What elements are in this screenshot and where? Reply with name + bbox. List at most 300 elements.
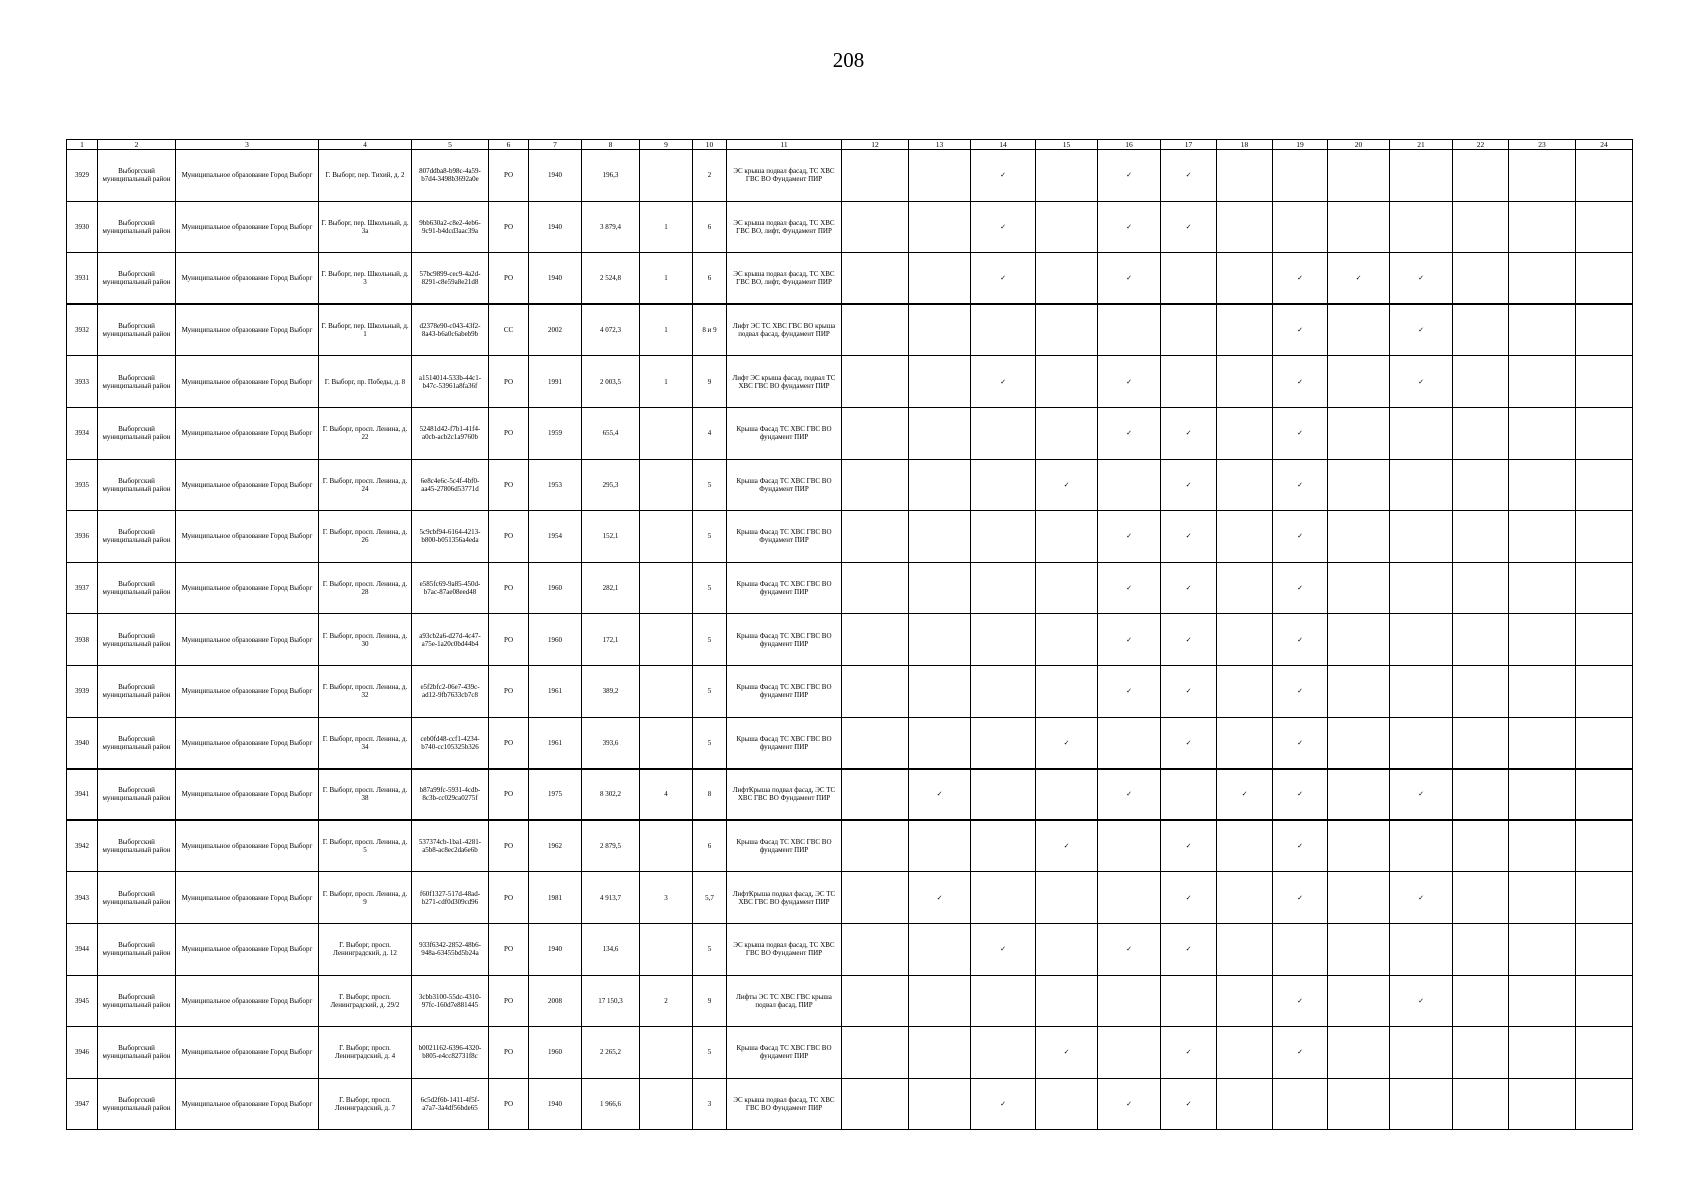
check-mark: ✓ xyxy=(1161,511,1217,563)
empty-check-cell xyxy=(1036,562,1098,614)
works-cell: ЭС крыша подвал фасад, ТС ХВС ГВС ВО Фундамент ПИР xyxy=(727,923,842,975)
empty-check-cell xyxy=(1036,975,1098,1027)
empty-check-cell xyxy=(1036,872,1098,924)
check-mark: ✓ xyxy=(1036,459,1098,511)
empty-check-cell xyxy=(971,407,1036,459)
empty-check-cell xyxy=(1217,201,1273,253)
empty-check-cell xyxy=(1161,769,1217,821)
check-mark: ✓ xyxy=(1273,407,1328,459)
year-cell: 1940 xyxy=(529,253,582,305)
col10-cell: 3 xyxy=(693,1078,727,1130)
empty-check-cell xyxy=(1328,975,1390,1027)
house-id-cell: e5f2bfc2-06e7-439c-ad12-9fb7633cb7c8 xyxy=(412,665,489,717)
check-mark: ✓ xyxy=(1161,820,1217,872)
check-mark: ✓ xyxy=(1098,253,1161,305)
row-number: 3932 xyxy=(67,304,98,356)
check-mark: ✓ xyxy=(1273,614,1328,666)
check-mark: ✓ xyxy=(1273,459,1328,511)
house-id-cell: a93cb2a6-d27d-4c47-a75e-1a20c0bd44b4 xyxy=(412,614,489,666)
address-cell: Г. Выборг, просп. Ленина, д. 22 xyxy=(319,407,412,459)
address-cell: Г. Выборг, просп. Ленина, д. 24 xyxy=(319,459,412,511)
type-cell: РО xyxy=(489,459,529,511)
empty-check-cell xyxy=(1576,665,1633,717)
table-row xyxy=(67,923,1633,975)
empty-check-cell xyxy=(909,150,971,202)
area-cell: 1 966,6 xyxy=(582,1078,640,1130)
empty-check-cell xyxy=(1328,407,1390,459)
empty-check-cell xyxy=(1576,253,1633,305)
row-number: 3935 xyxy=(67,459,98,511)
empty-check-cell xyxy=(1509,201,1576,253)
district-cell: Выборгский муниципальный район xyxy=(98,1078,176,1130)
check-mark: ✓ xyxy=(1161,1078,1217,1130)
empty-check-cell xyxy=(909,1078,971,1130)
page-number: 208 xyxy=(832,48,865,72)
empty-check-cell xyxy=(971,614,1036,666)
empty-check-cell xyxy=(909,407,971,459)
works-cell: ЭС крыша подвал фасад, ТС ХВС ГВС ВО, лифт, Фундамент ПИР xyxy=(727,201,842,253)
table-row xyxy=(67,562,1633,614)
check-mark: ✓ xyxy=(1161,614,1217,666)
empty-check-cell xyxy=(1509,253,1576,305)
area-cell: 4 913,7 xyxy=(582,872,640,924)
empty-check-cell xyxy=(1217,820,1273,872)
col10-cell: 9 xyxy=(693,975,727,1027)
empty-check-cell xyxy=(1328,201,1390,253)
col9-cell xyxy=(640,820,693,872)
check-mark: ✓ xyxy=(1273,1027,1328,1079)
works-cell: ЛифтКрыша подвал фасад, ЭС ТС ХВС ГВС ВО фундамент ПИР xyxy=(727,872,842,924)
municipality-cell: Муниципальное образование Город Выборг xyxy=(176,562,319,614)
check-mark: ✓ xyxy=(1273,253,1328,305)
works-cell: Крыша Фасад ТС ХВС ГВС ВО фундамент ПИР xyxy=(727,1027,842,1079)
empty-check-cell xyxy=(842,975,909,1027)
empty-check-cell xyxy=(971,304,1036,356)
empty-check-cell xyxy=(1098,820,1161,872)
year-cell: 2002 xyxy=(529,304,582,356)
address-cell: Г. Выборг, просп. Ленина, д. 28 xyxy=(319,562,412,614)
empty-check-cell xyxy=(1036,511,1098,563)
municipality-cell: Муниципальное образование Город Выборг xyxy=(176,975,319,1027)
empty-check-cell xyxy=(1576,923,1633,975)
area-cell: 389,2 xyxy=(582,665,640,717)
empty-check-cell xyxy=(1390,511,1453,563)
type-cell: РО xyxy=(489,407,529,459)
municipality-cell: Муниципальное образование Город Выборг xyxy=(176,769,319,821)
check-mark: ✓ xyxy=(1390,769,1453,821)
check-mark: ✓ xyxy=(1098,407,1161,459)
col9-cell: 1 xyxy=(640,201,693,253)
works-cell: Крыша Фасад ТС ХВС ГВС ВО фундамент ПИР xyxy=(727,407,842,459)
area-cell: 4 072,3 xyxy=(582,304,640,356)
empty-check-cell xyxy=(1217,562,1273,614)
empty-check-cell xyxy=(1217,717,1273,769)
area-cell: 282,1 xyxy=(582,562,640,614)
empty-check-cell xyxy=(1217,407,1273,459)
empty-check-cell xyxy=(1273,923,1328,975)
row-number: 3941 xyxy=(67,769,98,821)
empty-check-cell xyxy=(842,1027,909,1079)
empty-check-cell xyxy=(1453,304,1509,356)
empty-check-cell xyxy=(1453,717,1509,769)
area-cell: 295,3 xyxy=(582,459,640,511)
check-mark: ✓ xyxy=(1273,304,1328,356)
empty-check-cell xyxy=(1098,304,1161,356)
empty-check-cell xyxy=(1576,511,1633,563)
table-row xyxy=(67,614,1633,666)
type-cell: РО xyxy=(489,511,529,563)
works-cell: Крыша Фасад ТС ХВС ГВС ВО фундамент ПИР xyxy=(727,665,842,717)
check-mark: ✓ xyxy=(1328,253,1390,305)
works-cell: Крыша Фасад ТС ХВС ГВС ВО Фундамент ПИР xyxy=(727,511,842,563)
house-id-cell: b87a99fc-5931-4cdb-8c3b-cc029ca0275f xyxy=(412,769,489,821)
empty-check-cell xyxy=(1328,665,1390,717)
row-number: 3934 xyxy=(67,407,98,459)
empty-check-cell xyxy=(909,253,971,305)
check-mark: ✓ xyxy=(1098,769,1161,821)
check-mark: ✓ xyxy=(1390,253,1453,305)
check-mark: ✓ xyxy=(1273,975,1328,1027)
empty-check-cell xyxy=(1509,356,1576,408)
empty-check-cell xyxy=(1328,304,1390,356)
type-cell: РО xyxy=(489,820,529,872)
column-header: 11 xyxy=(727,140,842,150)
table-row xyxy=(67,872,1633,924)
year-cell: 1960 xyxy=(529,1027,582,1079)
district-cell: Выборгский муниципальный район xyxy=(98,253,176,305)
check-mark: ✓ xyxy=(971,201,1036,253)
district-cell: Выборгский муниципальный район xyxy=(98,562,176,614)
empty-check-cell xyxy=(1217,304,1273,356)
empty-check-cell xyxy=(842,872,909,924)
empty-check-cell xyxy=(971,820,1036,872)
empty-check-cell xyxy=(1453,769,1509,821)
empty-check-cell xyxy=(1036,1078,1098,1130)
year-cell: 1991 xyxy=(529,356,582,408)
district-cell: Выборгский муниципальный район xyxy=(98,923,176,975)
house-id-cell: 3cbb3100-55dc-4310-97fc-160d7e881445 xyxy=(412,975,489,1027)
municipality-cell: Муниципальное образование Город Выборг xyxy=(176,614,319,666)
district-cell: Выборгский муниципальный район xyxy=(98,407,176,459)
empty-check-cell xyxy=(842,562,909,614)
column-header: 9 xyxy=(640,140,693,150)
empty-check-cell xyxy=(971,975,1036,1027)
check-mark: ✓ xyxy=(971,150,1036,202)
works-cell: Лифты ЭС ТС ХВС ГВС крыша подвал фасад, ПИР xyxy=(727,975,842,1027)
empty-check-cell xyxy=(909,201,971,253)
check-mark: ✓ xyxy=(1161,150,1217,202)
type-cell: РО xyxy=(489,975,529,1027)
column-header: 23 xyxy=(1509,140,1576,150)
empty-check-cell xyxy=(1036,769,1098,821)
year-cell: 1961 xyxy=(529,665,582,717)
col9-cell: 1 xyxy=(640,253,693,305)
col9-cell: 2 xyxy=(640,975,693,1027)
empty-check-cell xyxy=(1098,717,1161,769)
works-cell: Крыша Фасад ТС ХВС ГВС ВО фундамент ПИР xyxy=(727,614,842,666)
empty-check-cell xyxy=(1576,975,1633,1027)
row-number: 3943 xyxy=(67,872,98,924)
col9-cell: 1 xyxy=(640,356,693,408)
empty-check-cell xyxy=(1576,201,1633,253)
table-row xyxy=(67,407,1633,459)
row-number: 3945 xyxy=(67,975,98,1027)
empty-check-cell xyxy=(1390,459,1453,511)
table-row xyxy=(67,1027,1633,1079)
area-cell: 152,1 xyxy=(582,511,640,563)
check-mark: ✓ xyxy=(1273,717,1328,769)
house-id-cell: 6c5d2f6b-1411-4f5f-a7a7-3a4df56bde65 xyxy=(412,1078,489,1130)
empty-check-cell xyxy=(1509,872,1576,924)
area-cell: 2 879,5 xyxy=(582,820,640,872)
municipality-cell: Муниципальное образование Город Выборг xyxy=(176,923,319,975)
house-id-cell: a1514014-533b-44c1-b47c-53961a8fa36f xyxy=(412,356,489,408)
empty-check-cell xyxy=(1036,253,1098,305)
col10-cell: 5,7 xyxy=(693,872,727,924)
column-header: 7 xyxy=(529,140,582,150)
header-row xyxy=(67,140,1633,150)
column-header: 3 xyxy=(176,140,319,150)
type-cell: РО xyxy=(489,253,529,305)
empty-check-cell xyxy=(1036,201,1098,253)
col10-cell: 6 xyxy=(693,253,727,305)
address-cell: Г. Выборг, просп. Ленина, д. 26 xyxy=(319,511,412,563)
empty-check-cell xyxy=(842,304,909,356)
empty-check-cell xyxy=(1390,717,1453,769)
area-cell: 2 003,5 xyxy=(582,356,640,408)
year-cell: 1940 xyxy=(529,150,582,202)
empty-check-cell xyxy=(1453,562,1509,614)
municipality-cell: Муниципальное образование Город Выборг xyxy=(176,253,319,305)
empty-check-cell xyxy=(1328,459,1390,511)
empty-check-cell xyxy=(1576,820,1633,872)
check-mark: ✓ xyxy=(1161,872,1217,924)
column-header: 18 xyxy=(1217,140,1273,150)
empty-check-cell xyxy=(1453,1027,1509,1079)
row-number: 3944 xyxy=(67,923,98,975)
table-row xyxy=(67,1078,1633,1130)
area-cell: 2 265,2 xyxy=(582,1027,640,1079)
empty-check-cell xyxy=(1509,975,1576,1027)
empty-check-cell xyxy=(1036,150,1098,202)
column-header: 24 xyxy=(1576,140,1633,150)
address-cell: Г. Выборг, просп. Ленинградский, д. 7 xyxy=(319,1078,412,1130)
empty-check-cell xyxy=(1576,717,1633,769)
house-id-cell: b0021162-6396-4320-b805-e4cc82731f8c xyxy=(412,1027,489,1079)
empty-check-cell xyxy=(1328,511,1390,563)
check-mark: ✓ xyxy=(909,872,971,924)
area-cell: 134,6 xyxy=(582,923,640,975)
empty-check-cell xyxy=(1390,820,1453,872)
empty-check-cell xyxy=(842,201,909,253)
col9-cell xyxy=(640,562,693,614)
empty-check-cell xyxy=(1453,872,1509,924)
empty-check-cell xyxy=(909,975,971,1027)
column-header: 8 xyxy=(582,140,640,150)
col9-cell xyxy=(640,407,693,459)
empty-check-cell xyxy=(1217,511,1273,563)
check-mark: ✓ xyxy=(1036,717,1098,769)
table-row xyxy=(67,304,1633,356)
col10-cell: 5 xyxy=(693,923,727,975)
address-cell: Г. Выборг, просп. Ленина, д. 32 xyxy=(319,665,412,717)
empty-check-cell xyxy=(1217,150,1273,202)
empty-check-cell xyxy=(842,459,909,511)
check-mark: ✓ xyxy=(1098,150,1161,202)
empty-check-cell xyxy=(1390,150,1453,202)
house-id-cell: 5c9cbf94-6164-4213-b800-b051356a4eda xyxy=(412,511,489,563)
col9-cell xyxy=(640,665,693,717)
empty-check-cell xyxy=(1328,562,1390,614)
district-cell: Выборгский муниципальный район xyxy=(98,820,176,872)
empty-check-cell xyxy=(1390,1027,1453,1079)
column-header: 5 xyxy=(412,140,489,150)
year-cell: 1954 xyxy=(529,511,582,563)
empty-check-cell xyxy=(1576,304,1633,356)
row-number: 3947 xyxy=(67,1078,98,1130)
check-mark: ✓ xyxy=(1098,614,1161,666)
municipality-cell: Муниципальное образование Город Выборг xyxy=(176,1078,319,1130)
district-cell: Выборгский муниципальный район xyxy=(98,614,176,666)
col10-cell: 2 xyxy=(693,150,727,202)
col10-cell: 5 xyxy=(693,459,727,511)
table-row xyxy=(67,253,1633,305)
row-number: 3942 xyxy=(67,820,98,872)
row-number: 3930 xyxy=(67,201,98,253)
empty-check-cell xyxy=(1509,769,1576,821)
empty-check-cell xyxy=(909,459,971,511)
area-cell: 17 150,3 xyxy=(582,975,640,1027)
empty-check-cell xyxy=(1328,717,1390,769)
district-cell: Выборгский муниципальный район xyxy=(98,872,176,924)
district-cell: Выборгский муниципальный район xyxy=(98,304,176,356)
table-row xyxy=(67,356,1633,408)
col9-cell: 4 xyxy=(640,769,693,821)
address-cell: Г. Выборг, пер. Школьный, д. 3 xyxy=(319,253,412,305)
col10-cell: 8 и 9 xyxy=(693,304,727,356)
empty-check-cell xyxy=(1509,717,1576,769)
empty-check-cell xyxy=(1390,614,1453,666)
check-mark: ✓ xyxy=(1390,304,1453,356)
col9-cell xyxy=(640,459,693,511)
column-header: 4 xyxy=(319,140,412,150)
empty-check-cell xyxy=(1576,562,1633,614)
col9-cell xyxy=(640,923,693,975)
register-table xyxy=(66,139,1633,1130)
table-row xyxy=(67,665,1633,717)
empty-check-cell xyxy=(1328,872,1390,924)
empty-check-cell xyxy=(971,665,1036,717)
empty-check-cell xyxy=(1217,665,1273,717)
empty-check-cell xyxy=(909,665,971,717)
empty-check-cell xyxy=(1161,975,1217,1027)
house-id-cell: 537374cb-1ba1-4281-a5b8-ac8ec2da6e6b xyxy=(412,820,489,872)
column-header: 2 xyxy=(98,140,176,150)
check-mark: ✓ xyxy=(971,253,1036,305)
empty-check-cell xyxy=(1036,407,1098,459)
col9-cell xyxy=(640,1027,693,1079)
check-mark: ✓ xyxy=(1273,769,1328,821)
empty-check-cell xyxy=(909,717,971,769)
empty-check-cell xyxy=(1509,1027,1576,1079)
type-cell: РО xyxy=(489,923,529,975)
house-id-cell: 6e8c4e6c-5c4f-4bf0-aa45-27806d53771d xyxy=(412,459,489,511)
empty-check-cell xyxy=(1576,356,1633,408)
empty-check-cell xyxy=(1453,1078,1509,1130)
empty-check-cell xyxy=(1576,407,1633,459)
empty-check-cell xyxy=(1576,614,1633,666)
municipality-cell: Муниципальное образование Город Выборг xyxy=(176,356,319,408)
empty-check-cell xyxy=(971,511,1036,563)
col10-cell: 8 xyxy=(693,769,727,821)
address-cell: Г. Выборг, пр. Победы, д. 8 xyxy=(319,356,412,408)
row-number: 3929 xyxy=(67,150,98,202)
address-cell: Г. Выборг, просп. Ленина, д. 34 xyxy=(319,717,412,769)
col10-cell: 4 xyxy=(693,407,727,459)
house-id-cell: ceb0fd48-ccf1-4234-b740-cc105325b326 xyxy=(412,717,489,769)
empty-check-cell xyxy=(1453,923,1509,975)
district-cell: Выборгский муниципальный район xyxy=(98,769,176,821)
empty-check-cell xyxy=(1328,1078,1390,1130)
empty-check-cell xyxy=(1509,665,1576,717)
empty-check-cell xyxy=(1098,459,1161,511)
empty-check-cell xyxy=(1161,356,1217,408)
year-cell: 1959 xyxy=(529,407,582,459)
column-header: 10 xyxy=(693,140,727,150)
year-cell: 1960 xyxy=(529,614,582,666)
district-cell: Выборгский муниципальный район xyxy=(98,150,176,202)
house-id-cell: 807ddba8-b98c-4a59-b7d4-3498b3692a0e xyxy=(412,150,489,202)
row-number: 3946 xyxy=(67,1027,98,1079)
empty-check-cell xyxy=(1217,356,1273,408)
check-mark: ✓ xyxy=(971,923,1036,975)
empty-check-cell xyxy=(971,459,1036,511)
empty-check-cell xyxy=(1328,150,1390,202)
empty-check-cell xyxy=(971,717,1036,769)
address-cell: Г. Выборг, просп. Ленинградский, д. 4 xyxy=(319,1027,412,1079)
address-cell: Г. Выборг, просп. Ленина, д. 30 xyxy=(319,614,412,666)
check-mark: ✓ xyxy=(1217,769,1273,821)
works-cell: Крыша Фасад ТС ХВС ГВС ВО фундамент ПИР xyxy=(727,562,842,614)
year-cell: 2008 xyxy=(529,975,582,1027)
empty-check-cell xyxy=(842,717,909,769)
check-mark: ✓ xyxy=(1390,975,1453,1027)
empty-check-cell xyxy=(1509,562,1576,614)
empty-check-cell xyxy=(1390,665,1453,717)
area-cell: 8 302,2 xyxy=(582,769,640,821)
empty-check-cell xyxy=(1390,923,1453,975)
year-cell: 1981 xyxy=(529,872,582,924)
district-cell: Выборгский муниципальный район xyxy=(98,717,176,769)
column-header: 19 xyxy=(1273,140,1328,150)
district-cell: Выборгский муниципальный район xyxy=(98,459,176,511)
area-cell: 393,6 xyxy=(582,717,640,769)
check-mark: ✓ xyxy=(1098,665,1161,717)
col9-cell: 3 xyxy=(640,872,693,924)
empty-check-cell xyxy=(1217,253,1273,305)
area-cell: 3 879,4 xyxy=(582,201,640,253)
empty-check-cell xyxy=(1509,1078,1576,1130)
empty-check-cell xyxy=(1453,253,1509,305)
empty-check-cell xyxy=(842,407,909,459)
row-number: 3936 xyxy=(67,511,98,563)
empty-check-cell xyxy=(909,304,971,356)
check-mark: ✓ xyxy=(1098,356,1161,408)
municipality-cell: Муниципальное образование Город Выборг xyxy=(176,150,319,202)
row-number: 3937 xyxy=(67,562,98,614)
check-mark: ✓ xyxy=(1273,820,1328,872)
empty-check-cell xyxy=(1217,1027,1273,1079)
